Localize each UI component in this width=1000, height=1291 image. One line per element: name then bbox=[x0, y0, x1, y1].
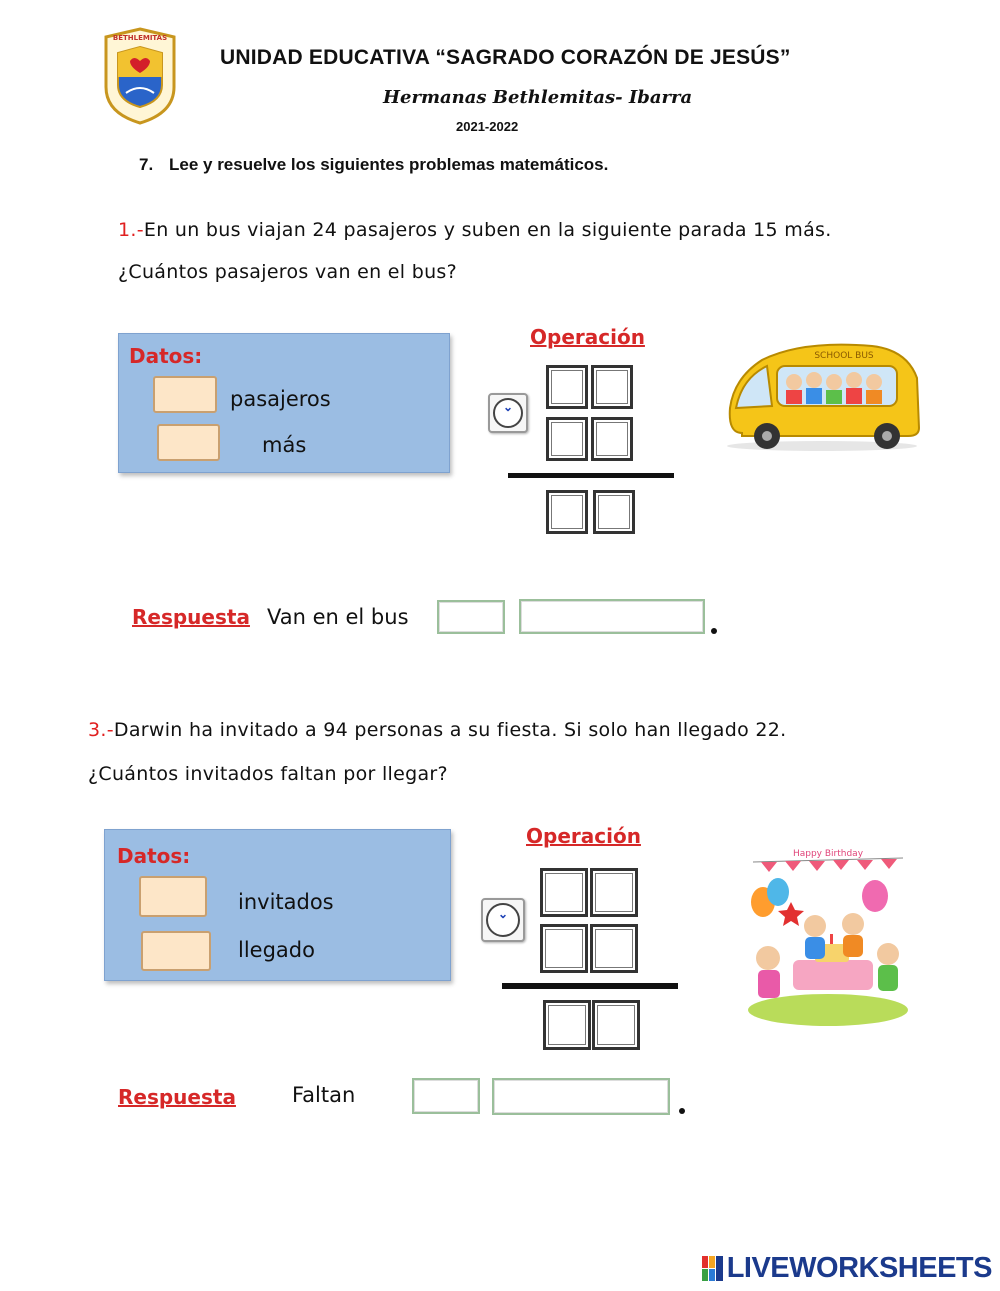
op3-digit-r1-tens[interactable] bbox=[540, 868, 588, 917]
datos-label-llegado: llegado bbox=[238, 938, 315, 962]
problem-1-answer-word[interactable] bbox=[519, 599, 705, 634]
datos-title: Datos: bbox=[129, 344, 203, 368]
problem-3-response-label: Respuesta bbox=[118, 1085, 236, 1109]
liveworksheets-logo-icon bbox=[702, 1256, 724, 1282]
op3-digit-res-tens[interactable] bbox=[543, 1000, 591, 1050]
svg-text:SCHOOL BUS: SCHOOL BUS bbox=[814, 351, 874, 361]
birthday-party-image bbox=[733, 840, 923, 1030]
op3-digit-r2-tens[interactable] bbox=[540, 924, 588, 973]
school-name: UNIDAD EDUCATIVA “SAGRADO CORAZÓN DE JESÚS” bbox=[220, 46, 791, 69]
problem-1-response-text: Van en el bus bbox=[267, 605, 409, 629]
problem-1-question: ¿Cuántos pasajeros van en el bus? bbox=[118, 261, 457, 283]
datos-label-mas: más bbox=[262, 433, 307, 457]
datos-title: Datos: bbox=[117, 844, 191, 868]
problem-3-answer-word[interactable] bbox=[492, 1078, 670, 1115]
problem-3-response-text: Faltan bbox=[292, 1083, 356, 1107]
instruction-text: Lee y resuelve los siguientes problemas matemáticos. bbox=[169, 155, 609, 174]
op1-digit-res-tens[interactable] bbox=[546, 490, 588, 534]
op3-digit-res-units[interactable] bbox=[592, 1000, 640, 1050]
school-year: 2021-2022 bbox=[456, 119, 519, 134]
op1-digit-r2-units[interactable] bbox=[591, 417, 633, 461]
instruction-number: 7. bbox=[139, 155, 154, 174]
op1-digit-r2-tens[interactable] bbox=[546, 417, 588, 461]
datos-label-pasajeros: pasajeros bbox=[230, 387, 331, 411]
school-subtitle: Hermanas Bethlemitas- Ibarra bbox=[383, 87, 693, 108]
instruction bbox=[139, 155, 608, 175]
problem-1-datos-panel bbox=[118, 333, 450, 473]
problem-1-answer-number[interactable] bbox=[437, 600, 505, 634]
op1-result-line bbox=[508, 473, 674, 478]
op1-digit-r1-tens[interactable] bbox=[546, 365, 588, 409]
datos-input-mas[interactable] bbox=[157, 424, 220, 461]
datos-input-pasajeros[interactable] bbox=[153, 376, 217, 413]
problem-3-period bbox=[679, 1108, 685, 1114]
op3-digit-r2-units[interactable] bbox=[590, 924, 638, 973]
datos-input-invitados[interactable] bbox=[139, 876, 207, 917]
problem-1-operation-title: Operación bbox=[530, 325, 645, 349]
problem-3-operation-select[interactable] bbox=[481, 898, 525, 942]
problem-1-response-label: Respuesta bbox=[132, 605, 250, 629]
svg-text:Happy Birthday: Happy Birthday bbox=[792, 849, 864, 859]
chevron-down-icon: ⌄ bbox=[498, 907, 509, 921]
problem-3-question: ¿Cuántos invitados faltan por llegar? bbox=[88, 763, 448, 785]
datos-input-llegado[interactable] bbox=[141, 931, 211, 971]
problem-1-operation-select[interactable] bbox=[488, 393, 528, 433]
problem-3-number: 3.- bbox=[88, 719, 114, 741]
datos-label-invitados: invitados bbox=[238, 890, 334, 914]
problem-1-period bbox=[711, 628, 717, 634]
problem-1-statement: En un bus viajan 24 pasajeros y suben en la siguiente parada 15 más. bbox=[143, 219, 832, 241]
school-bus-image bbox=[722, 338, 922, 453]
op1-digit-r1-units[interactable] bbox=[591, 365, 633, 409]
liveworksheets-brand bbox=[702, 1252, 992, 1285]
svg-text:BETHLEMITAS: BETHLEMITAS bbox=[112, 34, 168, 42]
op1-digit-res-units[interactable] bbox=[593, 490, 635, 534]
school-logo bbox=[98, 25, 182, 127]
problem-1-line-1 bbox=[118, 219, 832, 241]
chevron-down-icon: ⌄ bbox=[503, 400, 514, 414]
problem-3-datos-panel bbox=[104, 829, 451, 981]
problem-3-answer-number[interactable] bbox=[412, 1078, 480, 1114]
problem-3-statement: Darwin ha invitado a 94 personas a su fiesta. Si solo han llegado 22. bbox=[113, 719, 787, 741]
problem-3-line-1 bbox=[88, 719, 786, 741]
problem-1-number: 1.- bbox=[118, 219, 144, 241]
problem-3-operation-title: Operación bbox=[526, 824, 641, 848]
op3-result-line bbox=[502, 983, 678, 989]
op3-digit-r1-units[interactable] bbox=[590, 868, 638, 917]
brand-text: LIVEWORKSHEETS bbox=[726, 1252, 992, 1284]
